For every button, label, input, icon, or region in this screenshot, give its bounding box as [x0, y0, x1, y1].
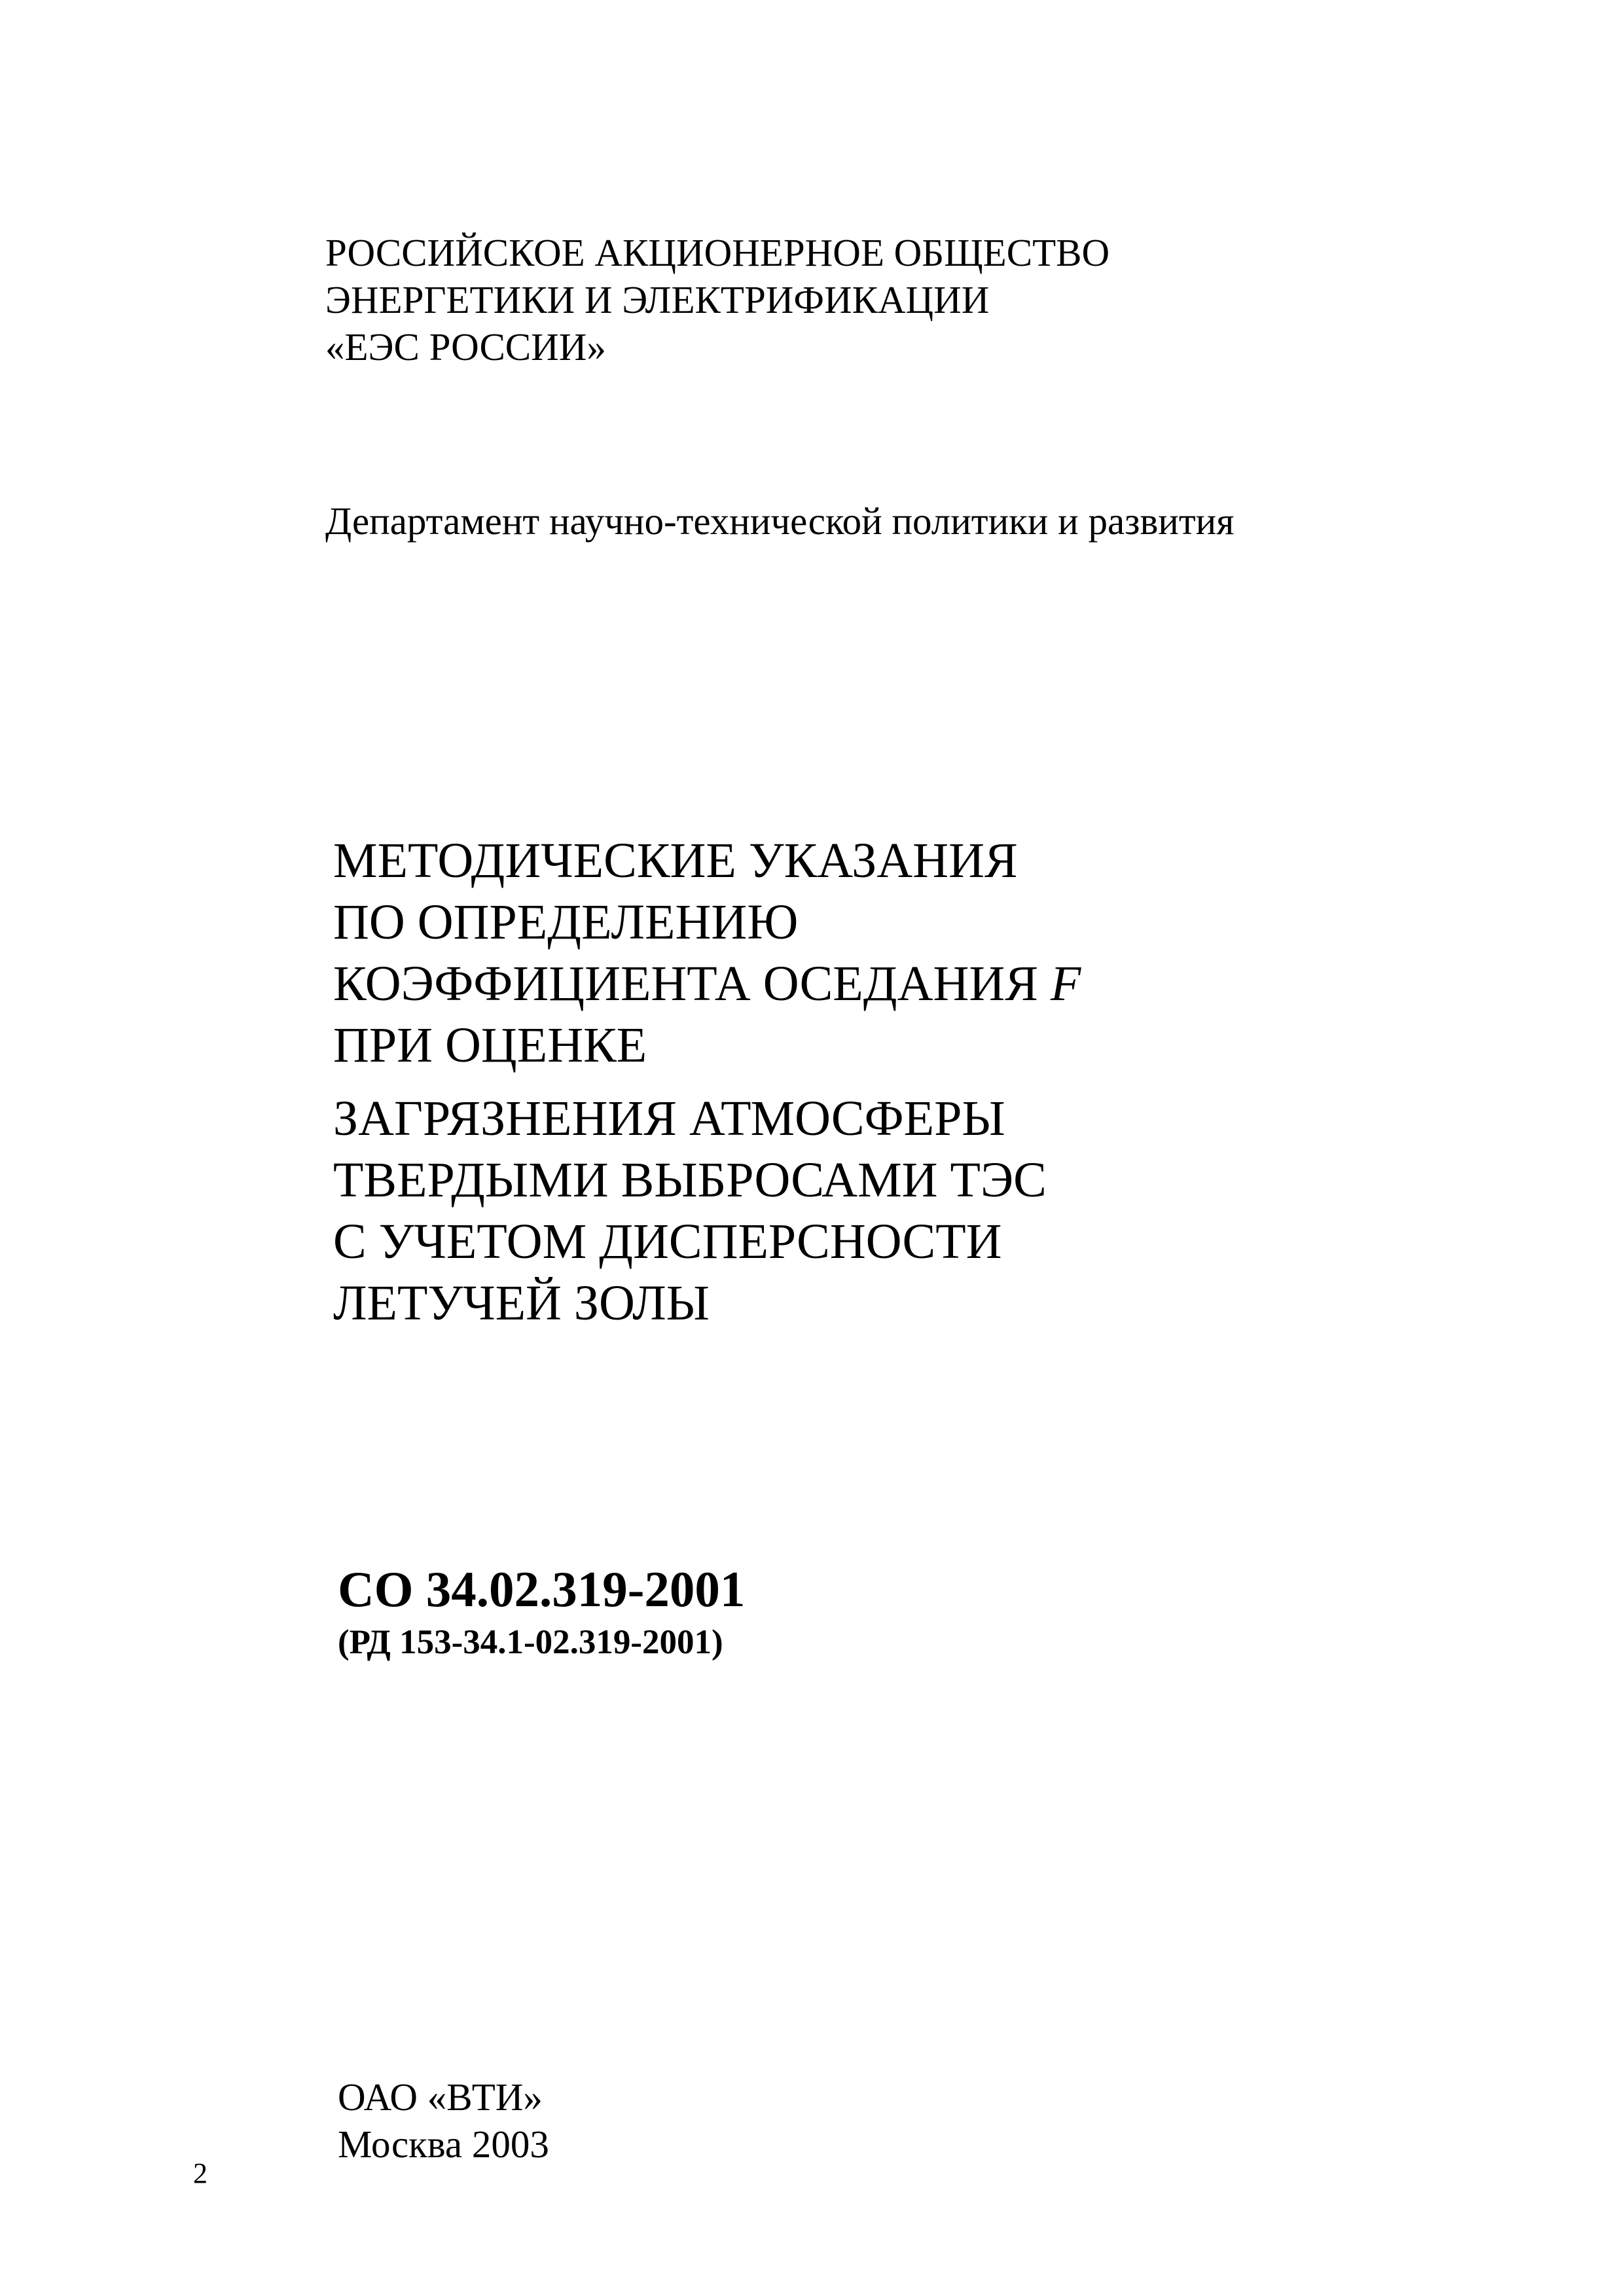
title-line-2: ПО ОПРЕДЕЛЕНИЮ: [333, 895, 799, 950]
standard-code: СО 34.02.319-2001: [338, 1561, 746, 1617]
document-title: [333, 830, 1081, 1334]
department-line: Департамент научно-технической политики и развития: [325, 499, 1235, 543]
organization-line-2: ЭНЕРГЕТИКИ И ЭЛЕКТРИФИКАЦИИ: [325, 278, 990, 321]
title-line-5: ЗАГРЯЗНЕНИЯ АТМОСФЕРЫ: [333, 1091, 1005, 1146]
title-line-4: ПРИ ОЦЕНКЕ: [333, 1018, 647, 1073]
title-line-3-text: КОЭФФИЦИЕНТА ОСЕДАНИЯ: [333, 956, 1051, 1011]
title-line-3: [333, 953, 1081, 1014]
organization-line-1: РОССИЙСКОЕ АКЦИОНЕРНОЕ ОБЩЕСТВО: [325, 231, 1110, 274]
page-number: 2: [193, 2157, 208, 2189]
title-part-1: [333, 830, 1081, 1076]
document-codes: [338, 1558, 745, 1664]
publication-place-year: Москва 2003: [338, 2123, 549, 2166]
title-line-7: С УЧЕТОМ ДИСПЕРСНОСТИ: [333, 1214, 1002, 1269]
title-line-8: ЛЕТУЧЕЙ ЗОЛЫ: [333, 1276, 710, 1331]
title-part-2: [333, 1088, 1081, 1334]
organization-name: [325, 229, 1110, 370]
coefficient-symbol: F: [1050, 956, 1081, 1011]
title-line-1: МЕТОДИЧЕСКИЕ УКАЗАНИЯ: [333, 833, 1018, 888]
organization-line-3: «ЕЭС РОССИИ»: [325, 325, 606, 368]
department-name: [325, 497, 1234, 545]
title-line-6: ТВЕРДЫМИ ВЫБРОСАМИ ТЭС: [333, 1153, 1047, 1208]
rd-code: (РД 153-34.1-02.319-2001): [338, 1623, 723, 1661]
publisher-info: [338, 2073, 549, 2168]
publisher-name: ОАО «ВТИ»: [338, 2075, 543, 2119]
